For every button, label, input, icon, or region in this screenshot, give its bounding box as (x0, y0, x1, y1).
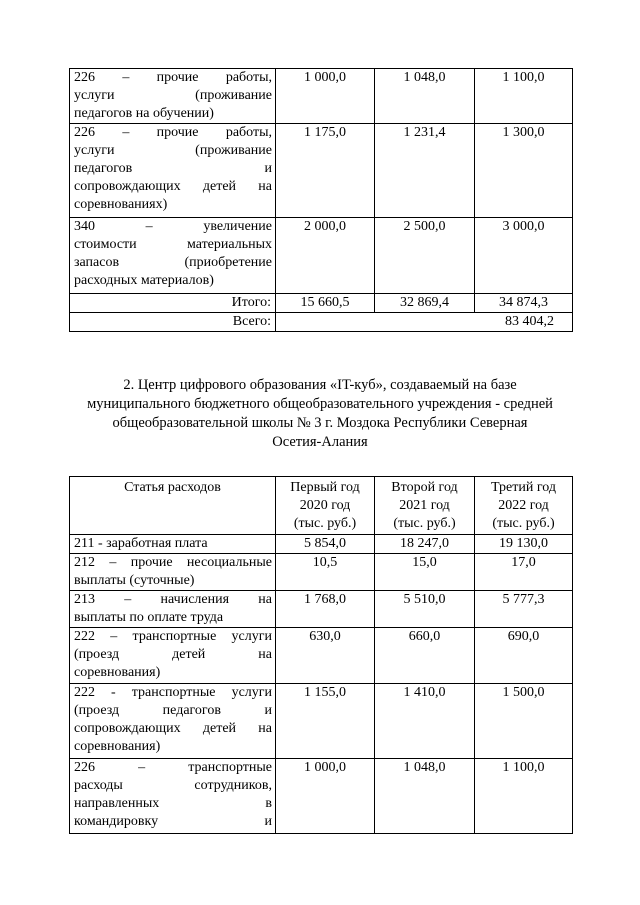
year2-cell: 5 510,0 (375, 591, 475, 628)
year3-cell: 3 000,0 (475, 218, 573, 294)
itogo-year1: 15 660,5 (276, 294, 375, 313)
expense-item-cell: 212 – прочие несоциальные выплаты (суточные) (70, 554, 276, 591)
expense-item-cell: 222 – транспортные услуги (проезд детей на соревнования) (70, 628, 276, 684)
year3-cell: 690,0 (475, 628, 573, 684)
year3-cell: 1 100,0 (475, 69, 573, 124)
year1-cell: 1 000,0 (276, 759, 375, 834)
expense-item-cell: 340 – увеличение стоимости материальных запасов (приобретение расходных материалов) (70, 218, 276, 294)
table-row (70, 591, 573, 628)
table-row (70, 535, 573, 554)
table-row (70, 69, 573, 124)
expense-item-cell: 222 - транспортные услуги (проезд педагогов и сопровождающих детей на соревнования) (70, 684, 276, 759)
year1-cell: 630,0 (276, 628, 375, 684)
vsego-label: Всего: (70, 313, 276, 332)
expense-item-cell: 213 – начисления на выплаты по оплате труда (70, 591, 276, 628)
year2-cell: 18 247,0 (375, 535, 475, 554)
year1-cell: 1 000,0 (276, 69, 375, 124)
year2-cell: 15,0 (375, 554, 475, 591)
expense-item-cell: 226 – прочие работы, услуги (проживание педагогов на обучении) (70, 69, 276, 124)
table-header-row (70, 477, 573, 535)
year1-cell: 5 854,0 (276, 535, 375, 554)
header-year1: Первый год 2020 год (тыс. руб.) (276, 477, 375, 535)
section-title: 2. Центр цифрового образования «IT-куб», создаваемый на базе муниципального бюджетного общеобразовательного учреждения - средней общеобразовательной школы № 3 г. Моздока Республики Северная Осетия-Алания (87, 377, 553, 450)
header-expense-item: Статья расходов (70, 477, 276, 535)
year1-cell: 10,5 (276, 554, 375, 591)
year3-cell: 19 130,0 (475, 535, 573, 554)
year3-cell: 1 100,0 (475, 759, 573, 834)
table-row (70, 684, 573, 759)
year1-cell: 1 768,0 (276, 591, 375, 628)
year3-cell: 5 777,3 (475, 591, 573, 628)
header-year3: Третий год 2022 год (тыс. руб.) (475, 477, 573, 535)
vsego-row (70, 313, 573, 332)
table-row (70, 628, 573, 684)
year3-cell: 1 500,0 (475, 684, 573, 759)
itogo-year3: 34 874,3 (475, 294, 573, 313)
itogo-label: Итого: (70, 294, 276, 313)
expense-item-cell: 226 – транспортные расходы сотрудников, направленных в командировку и (70, 759, 276, 834)
year3-cell: 1 300,0 (475, 124, 573, 218)
itogo-row (70, 294, 573, 313)
table-row (70, 759, 573, 834)
year2-cell: 1 410,0 (375, 684, 475, 759)
expense-table-it-cube (69, 476, 573, 834)
year1-cell: 1 155,0 (276, 684, 375, 759)
table-row (70, 218, 573, 294)
vsego-total: 83 404,2 (276, 313, 573, 332)
expense-table-continued (69, 68, 573, 332)
year1-cell: 2 000,0 (276, 218, 375, 294)
table-row (70, 124, 573, 218)
header-year2: Второй год 2021 год (тыс. руб.) (375, 477, 475, 535)
year2-cell: 1 048,0 (375, 759, 475, 834)
year2-cell: 2 500,0 (375, 218, 475, 294)
year1-cell: 1 175,0 (276, 124, 375, 218)
expense-item-cell: 226 – прочие работы, услуги (проживание педагогов и сопровождающих детей на соревнованиях) (70, 124, 276, 218)
expense-item-cell: 211 - заработная плата (70, 535, 276, 554)
table-row (70, 554, 573, 591)
year2-cell: 660,0 (375, 628, 475, 684)
year2-cell: 1 231,4 (375, 124, 475, 218)
itogo-year2: 32 869,4 (375, 294, 475, 313)
year3-cell: 17,0 (475, 554, 573, 591)
year2-cell: 1 048,0 (375, 69, 475, 124)
